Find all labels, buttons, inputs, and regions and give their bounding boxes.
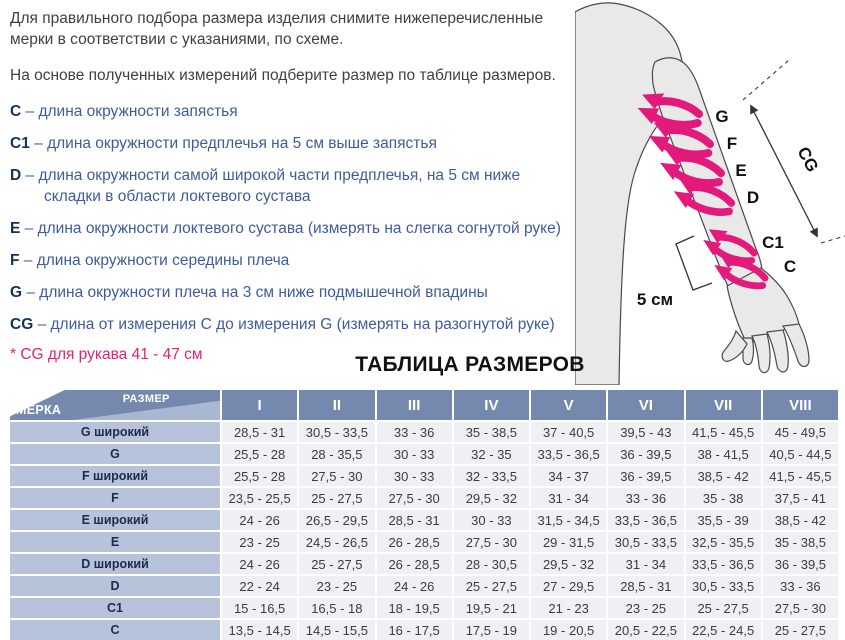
size-range-cell: 28,5 - 31 bbox=[608, 576, 683, 596]
size-range-cell: 33 - 36 bbox=[763, 576, 838, 596]
size-range-cell: 27 - 29,5 bbox=[531, 576, 606, 596]
size-range-cell: 32 - 35 bbox=[454, 444, 529, 464]
instructions-block bbox=[10, 8, 570, 364]
size-range-cell: 22 - 24 bbox=[222, 576, 297, 596]
measure-desc: – длина от измерения C до измерения G (измерять на разогнутой руке) bbox=[37, 316, 555, 333]
size-range-cell: 30,5 - 33,5 bbox=[608, 532, 683, 552]
intro-paragraph: Для правильного подбора размера изделия снимите нижеперечисленные мерки в соответствии с указаниями, по схеме. bbox=[10, 10, 544, 48]
column-header-II: II bbox=[299, 390, 374, 420]
size-range-cell: 19,5 - 21 bbox=[454, 598, 529, 618]
cg-label: CG bbox=[793, 143, 823, 176]
size-range-cell: 30,5 - 33,5 bbox=[686, 576, 761, 596]
size-range-cell: 28,5 - 31 bbox=[377, 510, 452, 530]
row-label: F bbox=[10, 488, 220, 508]
size-range-cell: 36 - 39,5 bbox=[608, 444, 683, 464]
size-range-cell: 31 - 34 bbox=[608, 554, 683, 574]
arm-measurement-diagram bbox=[575, 0, 845, 385]
measure-desc: – длина окружности середины плеча bbox=[23, 252, 290, 269]
size-range-cell: 36 - 39,5 bbox=[608, 466, 683, 486]
measure-key: G bbox=[10, 284, 23, 301]
size-range-cell: 27,5 - 30 bbox=[299, 466, 374, 486]
size-range-cell: 38 - 41,5 bbox=[686, 444, 761, 464]
size-range-cell: 25 - 27,5 bbox=[299, 554, 374, 574]
measure-definition-d bbox=[10, 165, 570, 207]
size-range-cell: 23 - 25 bbox=[299, 576, 374, 596]
measure-desc: – длина окружности запястья bbox=[25, 103, 238, 120]
size-range-cell: 26 - 28,5 bbox=[377, 532, 452, 552]
measure-definition-c1 bbox=[10, 133, 570, 154]
measure-definition-f bbox=[10, 250, 570, 271]
intro-paragraph-2: На основе полученных измерений подберите размер по таблице размеров. bbox=[10, 67, 556, 84]
size-range-cell: 33 - 36 bbox=[377, 422, 452, 442]
row-label: C1 bbox=[10, 598, 220, 618]
label-F: F bbox=[726, 134, 738, 153]
size-range-cell: 29,5 - 32 bbox=[531, 554, 606, 574]
cg-dash-bottom bbox=[821, 236, 845, 243]
measure-key: C bbox=[10, 103, 22, 120]
column-header-VII: VII bbox=[686, 390, 761, 420]
size-range-cell: 25 - 27,5 bbox=[763, 620, 838, 640]
corner-size-label: РАЗМЕР bbox=[122, 393, 170, 405]
column-header-I: I bbox=[222, 390, 297, 420]
size-range-cell: 35 - 38,5 bbox=[763, 532, 838, 552]
row-label: G широкий bbox=[10, 422, 220, 442]
size-range-cell: 19 - 20,5 bbox=[531, 620, 606, 640]
size-table bbox=[10, 390, 838, 640]
size-range-cell: 21 - 23 bbox=[531, 598, 606, 618]
measure-definition-cg bbox=[10, 314, 570, 335]
size-range-cell: 18 - 19,5 bbox=[377, 598, 452, 618]
measure-key: C1 bbox=[10, 135, 30, 152]
size-range-cell: 38,5 - 42 bbox=[686, 466, 761, 486]
arm-diagram-svg bbox=[575, 0, 845, 385]
size-range-cell: 36 - 39,5 bbox=[763, 554, 838, 574]
size-range-cell: 15 - 16,5 bbox=[222, 598, 297, 618]
size-range-cell: 24 - 26 bbox=[222, 510, 297, 530]
bracket-5cm-label: 5 см bbox=[636, 290, 674, 309]
size-range-cell: 30 - 33 bbox=[377, 466, 452, 486]
size-range-cell: 27,5 - 30 bbox=[377, 488, 452, 508]
measure-definition-e bbox=[10, 218, 570, 239]
size-range-cell: 31,5 - 34,5 bbox=[531, 510, 606, 530]
label-C1: C1 bbox=[762, 233, 784, 252]
size-range-cell: 30,5 - 33,5 bbox=[299, 422, 374, 442]
column-header-V: V bbox=[531, 390, 606, 420]
label-C: C bbox=[783, 257, 797, 276]
size-range-cell: 22,5 - 24,5 bbox=[686, 620, 761, 640]
size-range-cell: 33,5 - 36,5 bbox=[531, 444, 606, 464]
size-range-cell: 35 - 38 bbox=[686, 488, 761, 508]
label-D: D bbox=[746, 188, 760, 207]
size-range-cell: 28,5 - 31 bbox=[222, 422, 297, 442]
measure-desc: – длина окружности самой широкой части предплечья, на 5 см ниже складки в области локтевого сустава bbox=[25, 167, 521, 205]
cg-dash-top bbox=[743, 60, 789, 100]
size-range-cell: 23 - 25 bbox=[608, 598, 683, 618]
size-range-cell: 25 - 27,5 bbox=[454, 576, 529, 596]
measure-key: D bbox=[10, 167, 22, 184]
size-range-cell: 13,5 - 14,5 bbox=[222, 620, 297, 640]
row-label: E широкий bbox=[10, 510, 220, 530]
size-range-cell: 30 - 33 bbox=[454, 510, 529, 530]
size-range-cell: 33 - 36 bbox=[608, 488, 683, 508]
measure-desc: – длина окружности локтевого сустава (измерять на слегка согнутой руке) bbox=[24, 220, 561, 237]
row-label: E bbox=[10, 532, 220, 552]
size-range-cell: 30 - 33 bbox=[377, 444, 452, 464]
size-range-cell: 14,5 - 15,5 bbox=[299, 620, 374, 640]
column-header-VIII: VIII bbox=[763, 390, 838, 420]
size-range-cell: 40,5 - 44,5 bbox=[763, 444, 838, 464]
column-header-VI: VI bbox=[608, 390, 683, 420]
size-range-cell: 35 - 38,5 bbox=[454, 422, 529, 442]
column-header-IV: IV bbox=[454, 390, 529, 420]
size-range-cell: 24 - 26 bbox=[222, 554, 297, 574]
size-range-cell: 28 - 35,5 bbox=[299, 444, 374, 464]
size-range-cell: 41,5 - 45,5 bbox=[763, 466, 838, 486]
size-range-cell: 24,5 - 26,5 bbox=[299, 532, 374, 552]
size-range-cell: 26,5 - 29,5 bbox=[299, 510, 374, 530]
measure-desc: – длина окружности плеча на 3 см ниже подмышечной впадины bbox=[26, 284, 488, 301]
size-range-cell: 20,5 - 22,5 bbox=[608, 620, 683, 640]
size-range-cell: 32,5 - 35,5 bbox=[686, 532, 761, 552]
size-range-cell: 39,5 - 43 bbox=[608, 422, 683, 442]
size-range-cell: 16,5 - 18 bbox=[299, 598, 374, 618]
row-label: D широкий bbox=[10, 554, 220, 574]
measure-desc: – длина окружности предплечья на 5 см выше запястья bbox=[34, 135, 437, 152]
size-range-cell: 37 - 40,5 bbox=[531, 422, 606, 442]
size-range-cell: 17,5 - 19 bbox=[454, 620, 529, 640]
size-range-cell: 24 - 26 bbox=[377, 576, 452, 596]
measure-key: E bbox=[10, 220, 21, 237]
measure-key: CG bbox=[10, 316, 34, 333]
size-range-cell: 33,5 - 36,5 bbox=[608, 510, 683, 530]
size-range-cell: 25,5 - 28 bbox=[222, 466, 297, 486]
row-label: F широкий bbox=[10, 466, 220, 486]
size-range-cell: 25 - 27,5 bbox=[686, 598, 761, 618]
size-range-cell: 26 - 28,5 bbox=[377, 554, 452, 574]
measure-definition-g bbox=[10, 282, 570, 303]
size-range-cell: 33,5 - 36,5 bbox=[686, 554, 761, 574]
table-corner-cell bbox=[10, 390, 220, 420]
column-header-III: III bbox=[377, 390, 452, 420]
size-range-cell: 35,5 - 39 bbox=[686, 510, 761, 530]
size-range-cell: 41,5 - 45,5 bbox=[686, 422, 761, 442]
size-range-cell: 29 - 31,5 bbox=[531, 532, 606, 552]
size-range-cell: 25,5 - 28 bbox=[222, 444, 297, 464]
size-range-cell: 32 - 33,5 bbox=[454, 466, 529, 486]
size-range-cell: 25 - 27,5 bbox=[299, 488, 374, 508]
size-range-cell: 27,5 - 30 bbox=[763, 598, 838, 618]
size-range-cell: 38,5 - 42 bbox=[763, 510, 838, 530]
size-range-cell: 16 - 17,5 bbox=[377, 620, 452, 640]
row-label: G bbox=[10, 444, 220, 464]
label-G: G bbox=[715, 107, 729, 126]
size-range-cell: 34 - 37 bbox=[531, 466, 606, 486]
size-range-cell: 29,5 - 32 bbox=[454, 488, 529, 508]
size-range-cell: 45 - 49,5 bbox=[763, 422, 838, 442]
measure-key: F bbox=[10, 252, 20, 269]
row-label: D bbox=[10, 576, 220, 596]
measure-definition-c bbox=[10, 101, 570, 122]
size-table-title: ТАБЛИЦА РАЗМЕРОВ bbox=[355, 353, 585, 376]
label-E: E bbox=[735, 161, 747, 180]
size-range-cell: 31 - 34 bbox=[531, 488, 606, 508]
size-range-cell: 27,5 - 30 bbox=[454, 532, 529, 552]
size-range-cell: 23 - 25 bbox=[222, 532, 297, 552]
size-range-cell: 37,5 - 41 bbox=[763, 488, 838, 508]
corner-measure-label: МЕРКА bbox=[16, 403, 62, 417]
row-label: C bbox=[10, 620, 220, 640]
size-range-cell: 23,5 - 25,5 bbox=[222, 488, 297, 508]
size-range-cell: 28 - 30,5 bbox=[454, 554, 529, 574]
cg-sleeve-note: * CG для рукава 41 - 47 см bbox=[10, 346, 203, 363]
